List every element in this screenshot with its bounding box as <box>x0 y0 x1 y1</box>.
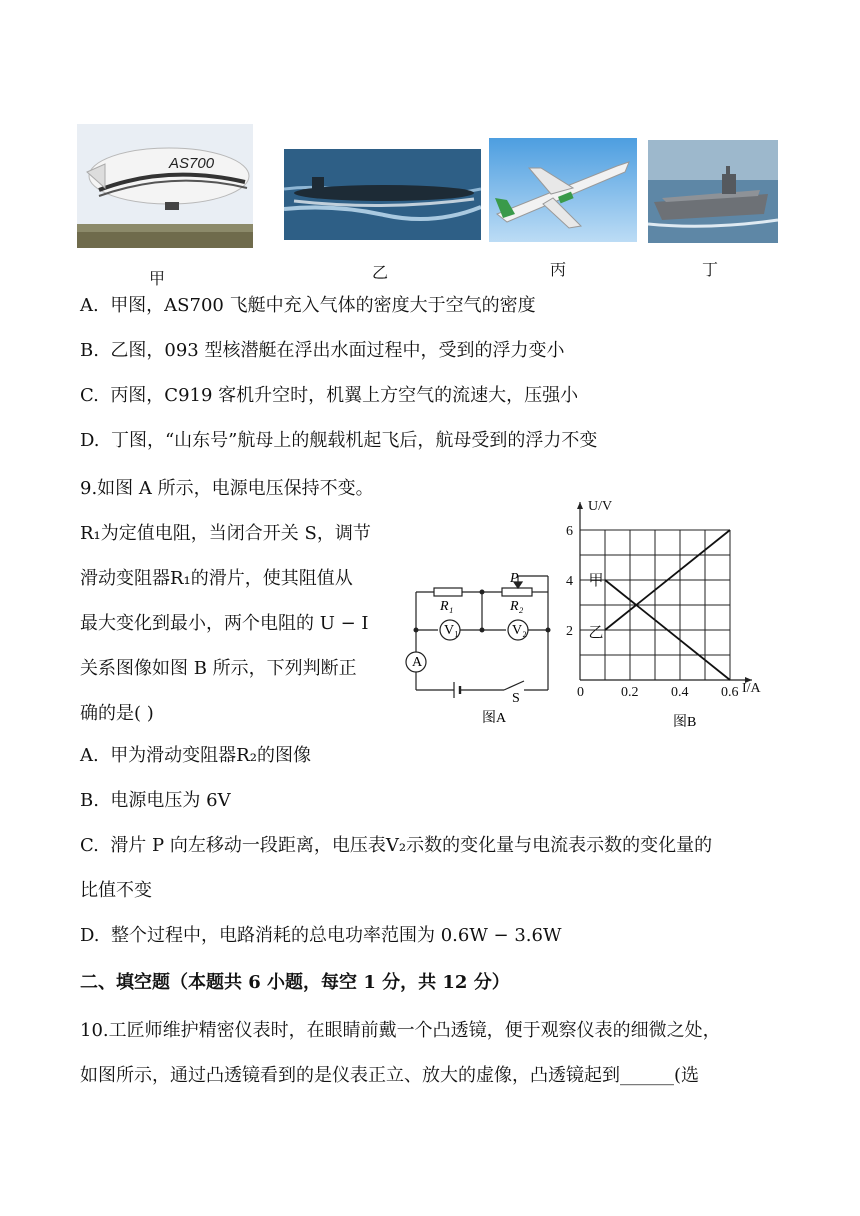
label-v2: V₂ <box>512 623 527 638</box>
q9-stem-line: 确的是( ) <box>80 703 154 724</box>
photo-caption-yi: 乙 <box>372 263 389 282</box>
x-tick-label: 0.6 <box>721 685 739 700</box>
y-tick-label: 2 <box>566 624 573 639</box>
label-r1: R₁ <box>440 599 454 614</box>
resistor-r1 <box>434 588 462 596</box>
option-label: A. <box>80 745 99 766</box>
option-label: B. <box>80 340 99 361</box>
option-text: 乙图，093 型核潜艇在浮出水面过程中，受到的浮力变小 <box>110 340 565 361</box>
option-text: 丁图，“山东号”航母上的舰载机起飞后，航母受到的浮力不变 <box>110 430 598 451</box>
resistor-r2 <box>502 588 532 596</box>
option-label: C. <box>80 385 99 406</box>
airship-text: AS700 <box>169 155 215 172</box>
y-tick-label: 4 <box>566 574 573 589</box>
graph-caption: 图B <box>673 715 697 730</box>
section-heading: 二、填空题（本题共 6 小题，每空 1 分，共 12 分） <box>80 972 510 993</box>
y-axis-arrow <box>577 502 583 509</box>
x-tick-label: 0.2 <box>621 685 639 700</box>
option-text: 甲图，AS700 飞艇中充入气体的密度大于空气的密度 <box>110 295 536 316</box>
option-label: C. <box>80 835 99 856</box>
circuit-caption: 图A <box>482 711 507 726</box>
airliner-photo <box>489 138 637 242</box>
airship-photo <box>77 124 253 248</box>
label-ammeter: A <box>412 655 423 670</box>
series-label-yi: 乙 <box>588 623 604 641</box>
option-label: D. <box>80 925 100 946</box>
photo-caption-ding: 丁 <box>702 260 719 279</box>
x-tick-label: 0.4 <box>671 685 689 700</box>
x-axis-label: I/A <box>742 681 761 696</box>
submarine-photo <box>284 149 481 240</box>
y-axis-label: U/V <box>588 499 613 514</box>
q9-stem-line: 最大变化到最小，两个电阻的 U − I <box>80 613 369 634</box>
option-label: A. <box>80 295 99 316</box>
ui-graph <box>560 490 780 735</box>
q9-option-d <box>80 923 561 949</box>
carrier-photo <box>648 140 778 243</box>
q9-stem-line: 滑动变阻器R₁的滑片，使其阻值从 <box>80 568 353 589</box>
q9-option-b <box>80 788 231 814</box>
q8-option-d <box>80 428 597 454</box>
option-text: 滑片 P 向左移动一段距离，电压表V₂示数的变化量与电流表示数的变化量的 <box>110 835 713 856</box>
photo-caption-bing: 丙 <box>550 260 567 279</box>
q9-stem-line: R₁为定值电阻，当闭合开关 S，调节 <box>80 523 371 544</box>
q9-stem-line: 关系图像如图 B 所示，下列判断正 <box>80 658 357 679</box>
q9-option-a <box>80 743 311 769</box>
label-switch: S <box>512 691 520 706</box>
q8-option-c <box>80 383 578 409</box>
option-label: B. <box>80 790 99 811</box>
option-text: 整个过程中，电路消耗的总电功率范围为 0.6W − 3.6W <box>110 925 562 946</box>
label-v1: V₁ <box>444 623 459 638</box>
y-tick-label: 6 <box>566 524 573 539</box>
switch <box>504 681 524 690</box>
circuit-diagram <box>398 568 562 728</box>
series-label-jia: 甲 <box>588 571 604 589</box>
q9-option-c <box>80 833 712 859</box>
photo-caption-jia: 甲 <box>149 269 166 288</box>
q10-line: 如图所示，通过凸透镜看到的是仪表正立、放大的虚像，凸透镜起到______(选 <box>80 1065 700 1086</box>
q9-stem-line: 9.如图 A 所示，电源电压保持不变。 <box>80 478 374 499</box>
option-text: 电源电压为 6V <box>110 790 231 811</box>
graph-labels <box>566 499 762 700</box>
label-p: P <box>510 571 519 586</box>
graph-grid <box>580 530 730 680</box>
graph-axes <box>577 502 752 683</box>
x-tick-label: 0 <box>577 685 584 700</box>
q10-line: 10.工匠师维护精密仪表时，在眼睛前戴一个凸透镜，便于观察仪表的细微之处， <box>80 1020 721 1041</box>
option-text: 甲为滑动变阻器R₂的图像 <box>110 745 311 766</box>
option-label: D. <box>80 430 100 451</box>
label-r2: R₂ <box>510 599 524 614</box>
q8-option-a <box>80 293 536 319</box>
option-text: 丙图，C919 客机升空时，机翼上方空气的流速大，压强小 <box>110 385 579 406</box>
q8-option-b <box>80 338 564 364</box>
q9-option-c-cont: 比值不变 <box>80 880 152 901</box>
